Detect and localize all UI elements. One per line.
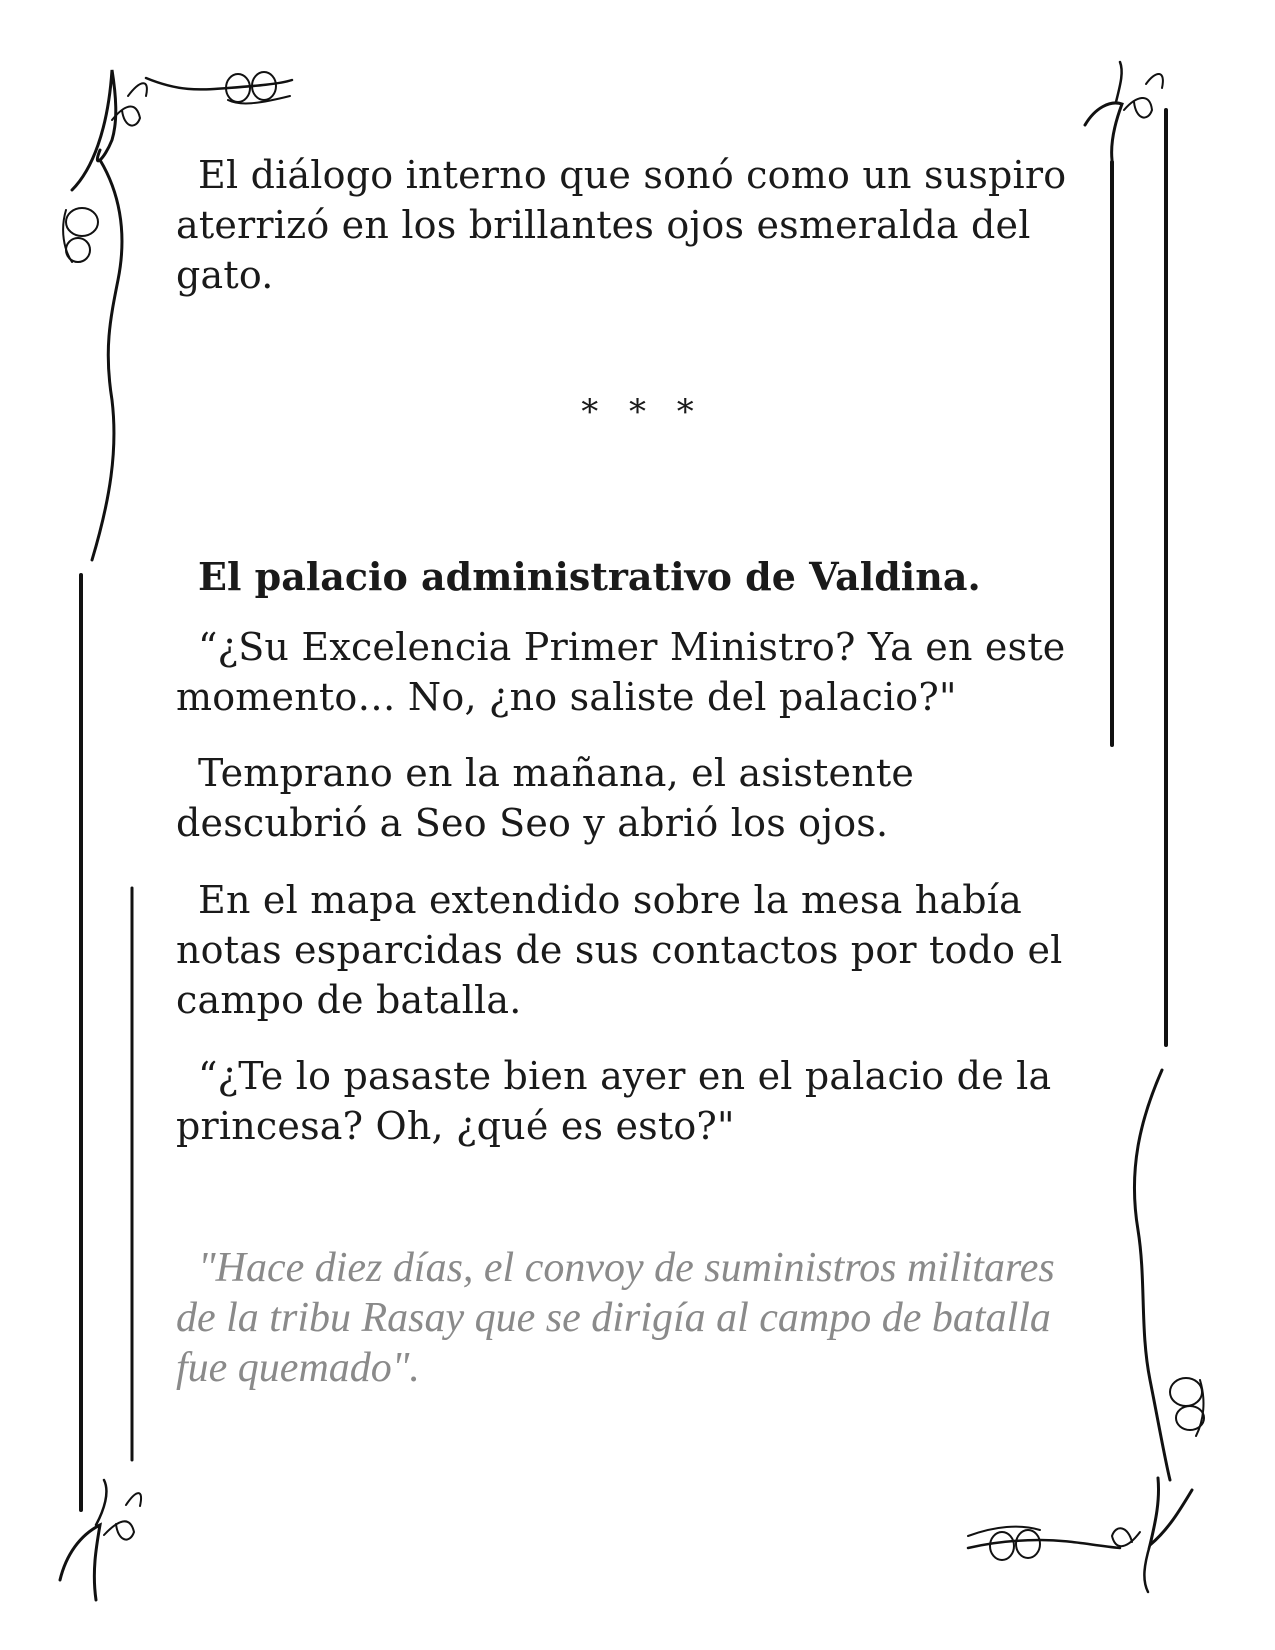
paragraph-4: En el mapa extendido sobre la mesa había notas esparcidas de sus contactos por todo el campo de batalla.: [176, 878, 1063, 1022]
paragraph-5: “¿Te lo pasaste bien ayer en el palacio de la princesa? Oh, ¿qué es esto?": [176, 1054, 1052, 1148]
paragraph-3: Temprano en la mañana, el asistente descubrió a Seo Seo y abrió los ojos.: [176, 751, 915, 845]
paragraph-2: “¿Su Excelencia Primer Ministro? Ya en este momento… No, ¿no saliste del palacio?": [176, 625, 1066, 719]
scene-separator: * * *: [581, 392, 704, 432]
paragraph-1: El diálogo interno que sonó como un suspiro aterrizó en los brillantes ojos esmeralda del gato.: [176, 153, 1067, 297]
italic-quote: "Hace diez días, el convoy de suministros militares de la tribu Rasay que se dirigía al campo de batalla fue quemado".: [176, 1245, 1055, 1391]
section-heading: El palacio administrativo de Valdina.: [198, 554, 981, 599]
